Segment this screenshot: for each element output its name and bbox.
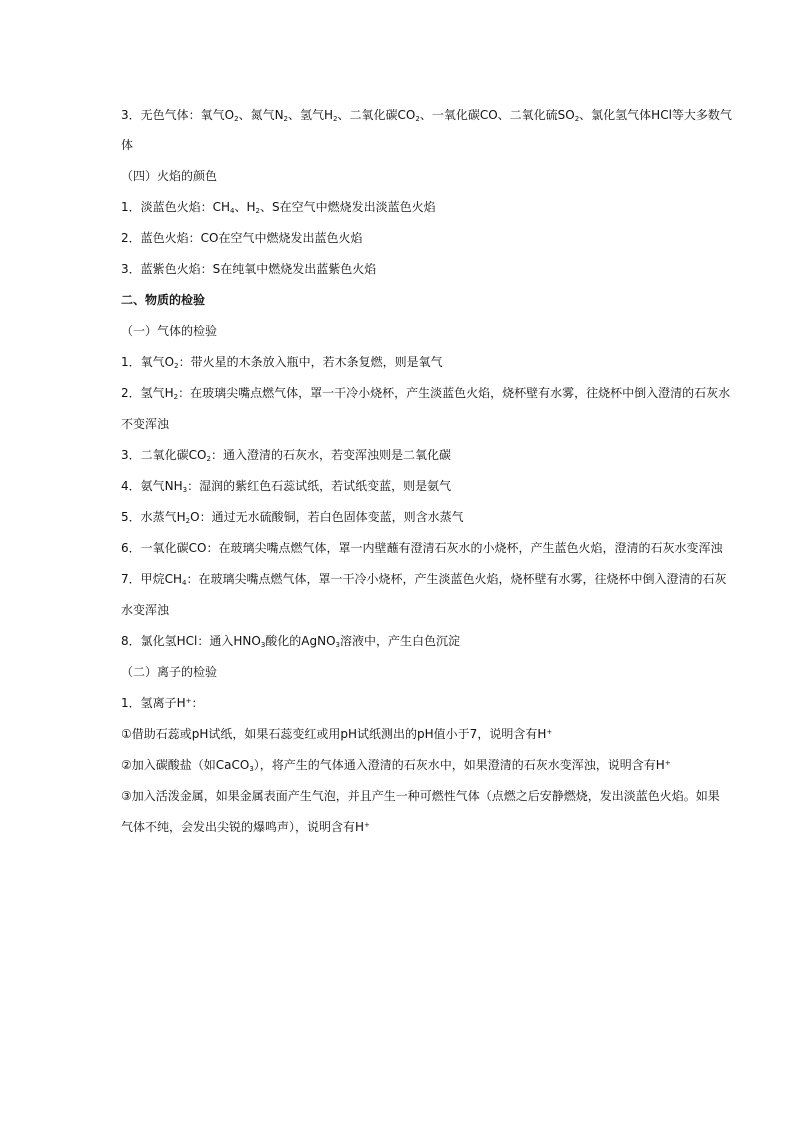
- text-line: [121, 347, 681, 378]
- text-line: [121, 688, 681, 719]
- text-line: [121, 409, 681, 440]
- text-line: [121, 316, 681, 347]
- subscript: 2: [173, 393, 179, 401]
- superscript: +: [185, 697, 192, 705]
- text-run: 二、物质的检验: [121, 293, 206, 307]
- document-body: [121, 100, 732, 843]
- subscript: 2: [415, 115, 420, 123]
- text-run: 气体不纯，会发出尖锐的爆鸣声），说明含有H: [121, 820, 365, 834]
- text-run: 1．氧气O: [121, 355, 175, 369]
- text-run: （一）气体的检验: [121, 324, 218, 338]
- text-line: [121, 564, 727, 595]
- text-run: 、氯化氢气体HCl等大多数气: [579, 108, 732, 122]
- text-run: 6．一氧化碳CO：在玻璃尖嘴点燃气体，罩一内壁蘸有澄清石灰水的小烧杯，产生蓝色火焰，澄清的石灰水变浑浊: [121, 541, 723, 555]
- subscript: 4: [182, 579, 187, 587]
- subscript: 2: [185, 517, 191, 525]
- text-run: 1．氢离子H: [121, 696, 186, 710]
- text-run: 、氮气N: [238, 108, 284, 122]
- subscript: 3: [182, 486, 188, 494]
- text-line: [121, 192, 681, 223]
- subscript: 2: [234, 115, 239, 123]
- text-run: 、二氧化碳CO: [337, 108, 416, 122]
- text-run: 2．蓝色火焰：CO在空气中燃烧发出蓝色火焰: [121, 231, 363, 245]
- text-run: 不变浑浊: [121, 417, 170, 431]
- text-line: [121, 471, 681, 502]
- text-line: [121, 502, 681, 533]
- text-run: ：在玻璃尖嘴点燃气体，罩一干冷小烧杯，产生淡蓝色火焰，烧杯壁有水雾，往烧杯中倒入澄清的石灰水: [178, 386, 731, 400]
- superscript: +: [664, 759, 671, 767]
- text-line: [121, 440, 681, 471]
- text-run: ③加入活泼金属，如果金属表面产生气泡，并且产生一种可燃性气体（点燃之后安静燃烧，发出淡蓝色火焰。如果: [121, 789, 720, 803]
- text-run: 体: [121, 138, 134, 152]
- text-run: 、S在空气中燃烧发出淡蓝色火焰: [260, 200, 436, 214]
- text-line: [121, 130, 681, 161]
- text-run: ：带火星的木条放入瓶中，若木条复燃，则是氧气: [178, 355, 443, 369]
- text-run: ：湿润的紫红色石蕊试纸，若试纸变蓝，则是氨气: [187, 479, 452, 493]
- text-run: O：通过无水硫酸铜，若白色固体变蓝，则含水蒸气: [190, 510, 464, 524]
- text-run: 5．水蒸气H: [121, 510, 186, 524]
- text-run: ①借助石蕊或pH试纸，如果石蕊变红或用pH试纸测出的pH值小于7，说明含有H: [121, 727, 547, 741]
- superscript: +: [364, 821, 370, 829]
- text-line: [121, 812, 681, 843]
- text-line: [121, 750, 681, 781]
- text-run: ：: [191, 696, 204, 710]
- subscript: 2: [174, 362, 179, 370]
- text-run: ：通入澄清的石灰水，若变浑浊则是二氧化碳: [210, 448, 451, 462]
- text-run: 、一氧化碳CO、二氧化硫SO: [419, 108, 575, 122]
- subscript: 2: [255, 207, 261, 215]
- text-run: 3．无色气体：氧气O: [121, 108, 235, 122]
- text-line: [121, 223, 681, 254]
- subscript: 2: [333, 115, 338, 123]
- text-run: ②加入碳酸盐（如CaCO: [121, 758, 250, 772]
- text-run: 、氢气H: [288, 108, 334, 122]
- text-run: 2．氢气H: [121, 386, 174, 400]
- text-run: 水变浑浊: [121, 603, 170, 617]
- text-line: [121, 781, 720, 812]
- text-run: ：在玻璃尖嘴点燃气体，罩一干冷小烧杯，产生淡蓝色火焰，烧杯壁有水雾，往烧杯中倒入澄清的石灰: [186, 572, 727, 586]
- text-run: （四）火焰的颜色: [121, 169, 218, 183]
- text-line: [121, 626, 681, 657]
- section-heading: [121, 285, 681, 316]
- text-run: 3．二氧化碳CO: [121, 448, 207, 462]
- text-line: [121, 161, 681, 192]
- text-run: 酸化的AgNO: [265, 634, 336, 648]
- text-run: 1．淡蓝色火焰：CH: [121, 200, 231, 214]
- text-line: [121, 254, 681, 285]
- text-line: [121, 595, 681, 626]
- text-run: （二）离子的检验: [121, 665, 218, 679]
- text-line: [121, 719, 681, 750]
- subscript: 2: [574, 115, 580, 123]
- text-line: [121, 378, 731, 409]
- text-run: 4．氨气NH: [121, 479, 183, 493]
- text-run: 3．蓝紫色火焰：S在纯氧中燃烧发出蓝紫色火焰: [121, 262, 377, 276]
- text-run: 、H: [234, 200, 256, 214]
- subscript: 2: [283, 115, 289, 123]
- subscript: 2: [206, 455, 211, 463]
- text-run: 7．甲烷CH: [121, 572, 183, 586]
- subscript: 3: [335, 641, 341, 649]
- text-line: [121, 533, 723, 564]
- text-line: [121, 657, 681, 688]
- text-run: ），将产生的气体通入澄清的石灰水中，如果澄清的石灰水变浑浊，说明含有H: [253, 758, 665, 772]
- text-run: 溶液中，产生白色沉淀: [340, 634, 461, 648]
- subscript: 3: [260, 641, 266, 649]
- text-run: 8．氯化氢HCl：通入HNO: [121, 634, 261, 648]
- subscript: 4: [230, 207, 235, 215]
- text-line: [121, 100, 732, 130]
- subscript: 3: [249, 765, 254, 773]
- superscript: +: [546, 728, 553, 736]
